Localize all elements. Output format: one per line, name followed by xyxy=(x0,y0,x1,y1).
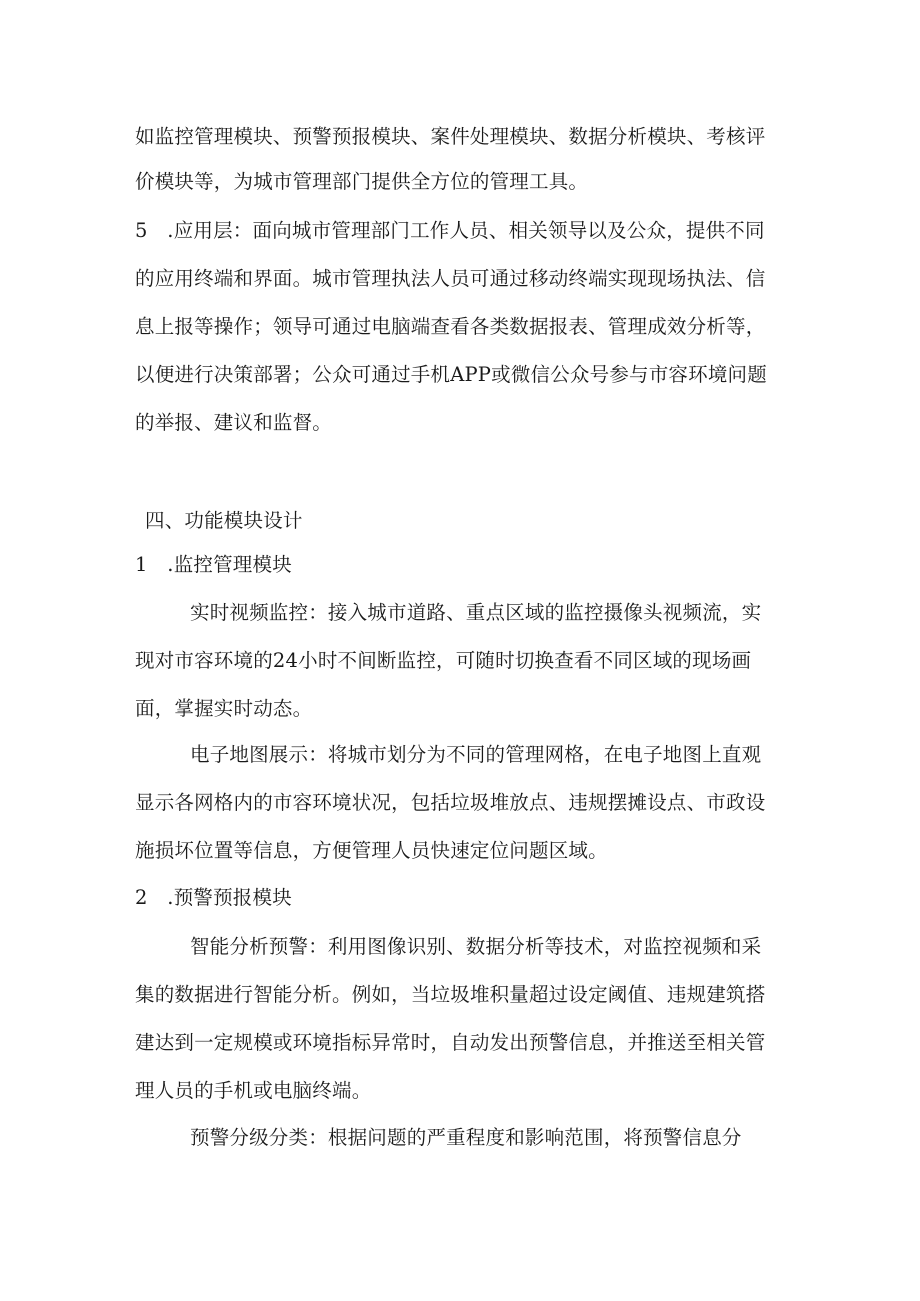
paragraph-line: 以便进行决策部署；公众可通过手机APP或微信公众号参与市容环境问题 xyxy=(135,363,767,386)
paragraph-line: 预警分级分类：根据问题的严重程度和影响范围，将预警信息分 xyxy=(190,1126,742,1149)
paragraph-line: 息上报等操作；领导可通过电脑端查看各类数据报表、管理成效分析等， xyxy=(135,315,766,338)
paragraph-line: 实时视频监控：接入城市道路、重点区域的监控摄像头视频流，实 xyxy=(190,601,762,624)
paragraph-line: 智能分析预警：利用图像识别、数据分析等技术，对监控视频和采 xyxy=(190,935,762,958)
numbered-item-line: 5 .应用层：面向城市管理部门工作人员、相关领导以及公众，提供不同 xyxy=(135,219,765,242)
subsection-heading: 2 .预警预报模块 xyxy=(135,886,292,909)
paragraph-line: 建达到一定规模或环境指标异常时，自动发出预警信息，并推送至相关管 xyxy=(135,1031,766,1054)
subsection-heading: 1 .监控管理模块 xyxy=(135,553,292,576)
paragraph-line: 的举报、建议和监督。 xyxy=(135,411,333,434)
paragraph-line: 电子地图展示：将城市划分为不同的管理网格，在电子地图上直观 xyxy=(190,743,762,766)
paragraph-line: 施损坏位置等信息，方便管理人员快速定位问题区域。 xyxy=(135,839,608,862)
paragraph-line: 如监控管理模块、预警预报模块、案件处理模块、数据分析模块、考核评 xyxy=(135,125,766,148)
paragraph-line: 理人员的手机或电脑终端。 xyxy=(135,1079,372,1102)
paragraph-line: 显示各网格内的市容环境状况，包括垃圾堆放点、违规摆摊设点、市政设 xyxy=(135,791,766,814)
paragraph-line: 集的数据进行智能分析。例如，当垃圾堆积量超过设定阈值、违规建筑搭 xyxy=(135,983,766,1006)
paragraph-line: 面，掌握实时动态。 xyxy=(135,697,313,720)
section-heading: 四、功能模块设计 xyxy=(145,509,303,532)
paragraph-line: 价模块等，为城市管理部门提供全方位的管理工具。 xyxy=(135,170,589,193)
paragraph-line: 的应用终端和界面。城市管理执法人员可通过移动终端实现现场执法、信 xyxy=(135,267,766,290)
paragraph-line: 现对市容环境的24小时不间断监控，可随时切换查看不同区域的现场画 xyxy=(135,649,752,672)
